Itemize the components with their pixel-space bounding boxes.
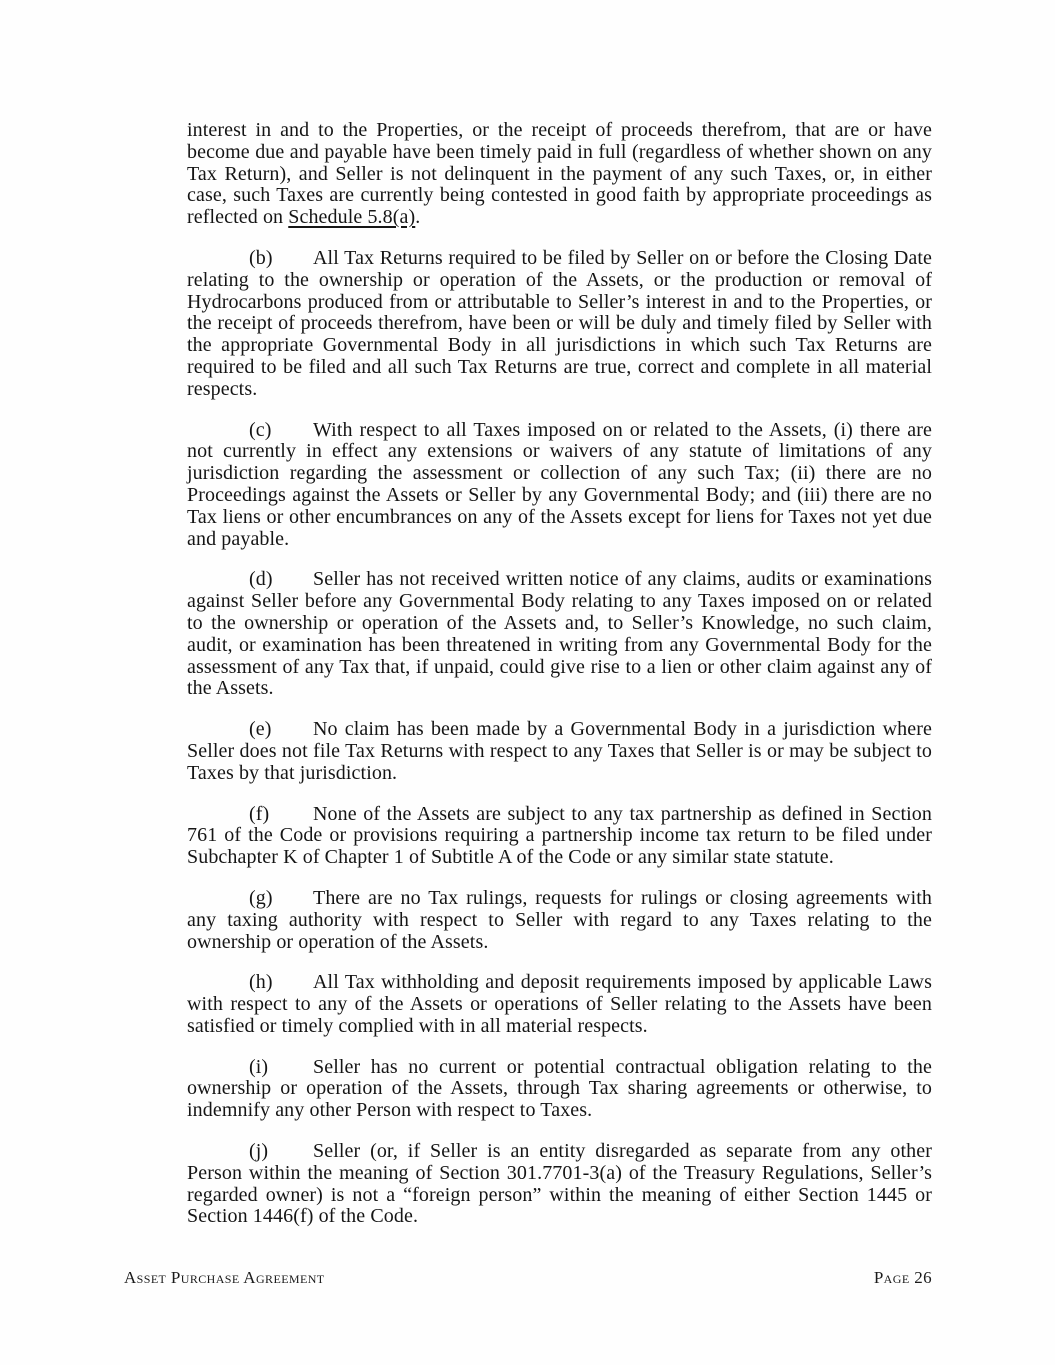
paragraph-text: With respect to all Taxes imposed on or related to the Assets, (i) there are not currently in effect any extensions or waivers of any statute of limitations of any jurisdiction regarding the assessment or collection of any such Tax; (ii) there are no Proceedings against the Assets or Seller by any Governmental Body; and (iii) there are no Tax liens or other encumbrances on any of the Assets except for liens for Taxes not yet due and payable. (187, 418, 932, 550)
paragraph-text: No claim has been made by a Governmental Body in a jurisdiction where Seller does not file Tax Returns with respect to any Taxes that Seller is or may be subject to Taxes by that jurisdiction. (187, 718, 932, 784)
paragraph-text: Seller has not received written notice of any claims, audits or examinations against Seller before any Governmental Body relating to any Taxes imposed on or related to the ownership or operation of the Assets and, to Seller’s Knowledge, no such claim, audit, or examination has been threatened in writing from any Governmental Body for the assessment of any Tax that, if unpaid, could give rise to a lien or other claim against any of the Assets. (187, 568, 932, 700)
footer-document-title: Asset Purchase Agreement (124, 1268, 325, 1287)
paragraph-continuation (187, 120, 932, 229)
paragraph-text: Seller (or, if Seller is an entity disregarded as separate from any other Person within the meaning of Section 301.7701-3(a) of the Treasury Regulations, Seller’s regarded owner) is not a “foreign person” within the meaning of either Section 1445 or Section 1446(f) of the Code. (187, 1140, 932, 1228)
paragraph-text: There are no Tax rulings, requests for rulings or closing agreements with any taxing authority with respect to Seller with regard to any Taxes relating to the ownership or operation of the Assets. (187, 886, 932, 953)
paragraph-label: (b) (249, 246, 273, 269)
paragraph-label: (j) (249, 1140, 269, 1163)
paragraph-e (187, 719, 932, 784)
paragraph-label: (i) (249, 1055, 269, 1078)
paragraph-text: interest in and to the Properties, or the receipt of proceeds therefrom, that are or have become due and payable have been timely paid in full (regardless of whether shown on any Tax Return), and Seller is not delinquent in the payment of any such Taxes, or, in either case, such Taxes are currently being contested in good faith by appropriate proceedings as reflected on (187, 119, 932, 229)
paragraph-d (187, 569, 932, 700)
paragraph-b (187, 248, 932, 401)
paragraph-label: (g) (249, 886, 273, 909)
paragraph-list (187, 120, 932, 1228)
paragraph-g (187, 888, 932, 953)
paragraph-text: None of the Assets are subject to any tax partnership as defined in Section 761 of the Code or provisions requiring a partnership income tax return to be filed under Subchapter K of Chapter 1 of Subtitle A of the Code or any similar state statute. (187, 802, 932, 869)
schedule-reference: Schedule 5.8(a) (288, 206, 416, 229)
paragraph-label: (d) (249, 568, 273, 591)
paragraph-text: All Tax Returns required to be filed by Seller on or before the Closing Date relating to the ownership or operation of the Assets, or the production or removal of Hydrocarbons produced from or attributable to Seller’s interest in and to the Properties, or the receipt of proceeds therefrom, have been or will be duly and timely filed by Seller with the appropriate Governmental Body in all jurisdictions in which such Tax Returns are required to be filed and all such Tax Returns are true, correct and complete in all material respects. (187, 246, 932, 400)
paragraph-label: (f) (249, 802, 270, 825)
document-body (187, 120, 932, 1247)
paragraph-c (187, 420, 932, 551)
paragraph-label: (h) (249, 971, 273, 994)
paragraph-j (187, 1141, 932, 1228)
page-footer (124, 1268, 932, 1288)
paragraph-text: All Tax withholding and deposit requirements imposed by applicable Laws with respect to any of the Assets or operations of Seller relating to the Assets have been satisfied or timely complied with in all material respects. (187, 971, 932, 1037)
paragraph-i (187, 1057, 932, 1122)
paragraph-h (187, 972, 932, 1037)
paragraph-label: (e) (249, 718, 272, 741)
footer-page-number: Page 26 (873, 1268, 932, 1287)
paragraph-f (187, 804, 932, 869)
paragraph-text: . (415, 206, 421, 229)
paragraph-text: Seller has no current or potential contractual obligation relating to the ownership or operation of the Assets, through Tax sharing agreements or otherwise, to indemnify any other Person with respect to Taxes. (187, 1055, 932, 1122)
paragraph-label: (c) (249, 418, 272, 441)
